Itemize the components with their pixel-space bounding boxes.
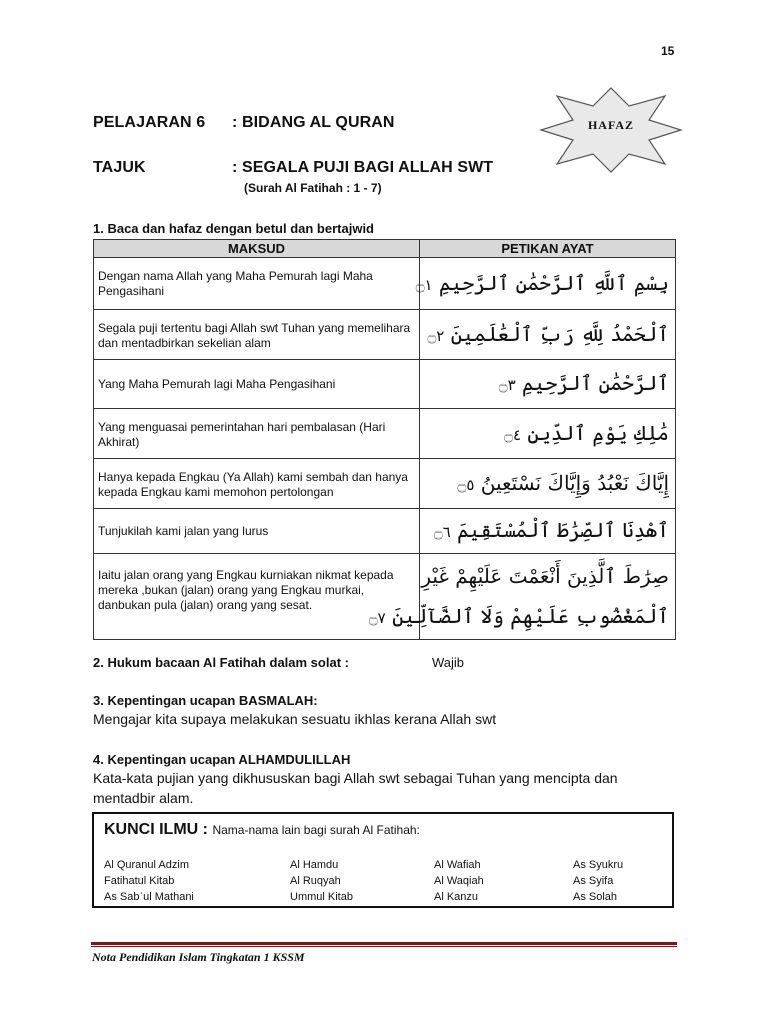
footer-rule-thin — [91, 946, 677, 947]
verse-number: ۝١ — [415, 275, 433, 294]
topic-label: TAJUK — [93, 159, 146, 176]
list-item: Fatihatul Kitab — [104, 875, 175, 887]
table-row — [94, 554, 676, 640]
column-header-petikan-ayat: PETIKAN AYAT — [420, 240, 676, 258]
list-item: As Syukru — [573, 859, 624, 871]
table-header-row — [94, 240, 676, 258]
verse-number: ۝٦ — [433, 523, 451, 541]
lesson-value: : BIDANG AL QURAN — [232, 114, 395, 131]
list-item: As Syifa — [573, 875, 614, 887]
table-row — [94, 459, 676, 509]
list-item: Al Hamdu — [290, 859, 339, 871]
ayat-cell — [415, 258, 676, 310]
ayat-text: صِرَٰطَ ٱلَّذِينَ أَنْعَمْتَ عَلَيْهِمْ غَيْرِ — [421, 563, 669, 588]
kunci-ilmu-subtitle: Nama-nama lain bagi surah Al Fatihah: — [212, 823, 420, 837]
section-1-title: 1. Baca dan hafaz dengan betul dan bertajwid — [93, 221, 374, 236]
section-3-title: 3. Kepentingan ucapan BASMALAH: — [93, 693, 318, 708]
names-column — [104, 857, 194, 905]
ayat-cell — [368, 554, 676, 640]
ayat-cell — [420, 409, 676, 459]
maksud-cell: Yang Maha Pemurah lagi Maha Pengasihani — [94, 360, 420, 409]
names-column — [290, 857, 353, 905]
table-row — [94, 258, 676, 310]
ayat-cell — [420, 310, 676, 360]
names-column — [434, 857, 484, 905]
verse-number: ۝٥ — [457, 475, 475, 494]
section-4-text-line2: mentadbir alam. — [93, 790, 194, 806]
kunci-ilmu-box — [92, 812, 674, 908]
ayat-text: ٱلرَّحْمَٰنِ ٱلرَّحِيمِ — [522, 371, 669, 395]
ayat-text-continued: ٱلْمَغْضُوبِ عَلَيْهِمْ وَلَا ٱلضَّآلِّينَ — [392, 603, 669, 628]
footer-rule-thick — [91, 942, 677, 945]
ayat-text: ٱهْدِنَا ٱلصِّرَٰطَ ٱلْمُسْتَقِيمَ — [457, 518, 669, 542]
maksud-cell: Hanya kepada Engkau (Ya Allah) kami sembah dan hanya kepada Engkau kami memohon pertolongan — [94, 459, 420, 509]
section-2-value: Wajib — [432, 655, 465, 670]
section-4-text-line1: Kata-kata pujian yang dikhususkan bagi Allah swt sebagai Tuhan yang mencipta dan — [93, 770, 618, 786]
table-row — [94, 310, 676, 360]
list-item: Al Wafiah — [434, 859, 481, 871]
ayat-cell — [420, 459, 676, 509]
ayat-text: مَٰلِكِ يَوْمِ ٱلدِّينِ — [527, 420, 669, 445]
kunci-ilmu-heading — [104, 821, 420, 839]
ayat-text: بِسْمِ ٱللَّهِ ٱلرَّحْمَٰنِ ٱلرَّحِيمِ — [438, 270, 669, 295]
lesson-label: PELAJARAN 6 — [93, 114, 206, 131]
list-item: Ummul Kitab — [290, 891, 353, 903]
list-item: Al Ruqyah — [290, 875, 341, 887]
verse-number: ۝٢ — [427, 326, 445, 345]
ayat-text: إِيَّاكَ نَعْبُدُ وَإِيَّاكَ نَسْتَعِينُ — [480, 470, 669, 495]
verse-table — [93, 239, 676, 640]
maksud-cell: Iaitu jalan orang yang Engkau kurniakan nikmat kepada mereka ,bukan (jalan) orang yang Engkau murkai, danbukan pula (jalan) orang yang sesat. — [94, 554, 420, 640]
hafaz-label: HAFAZ — [587, 118, 635, 132]
names-column — [573, 857, 623, 905]
surah-reference: (Surah Al Fatihah : 1 - 7) — [244, 181, 382, 195]
ayat-cell — [420, 509, 676, 554]
kunci-ilmu-title: KUNCI ILMU : — [104, 821, 208, 838]
maksud-cell: Dengan nama Allah yang Maha Pemurah lagi Maha Pengasihani — [94, 258, 420, 310]
verse-number: ۝٧ — [368, 608, 386, 627]
maksud-cell: Segala puji tertentu bagi Allah swt Tuhan yang memelihara dan mentadbirkan sekelian alam — [94, 310, 420, 360]
table-row — [94, 409, 676, 459]
maksud-cell: Tunjukilah kami jalan yang lurus — [94, 509, 420, 554]
ayat-text: ٱلْحَمْدُ لِلَّهِ رَبِّ ٱلْعَٰلَمِينَ — [450, 321, 669, 346]
section-3-text: Mengajar kita supaya melakukan sesuatu ikhlas kerana Allah swt — [93, 711, 497, 727]
list-item: Al Waqiah — [434, 875, 484, 887]
table-row — [94, 509, 676, 554]
section-2-label: 2. Hukum bacaan Al Fatihah dalam solat : — [93, 655, 349, 670]
verse-number: ۝٤ — [504, 425, 522, 444]
page-number: 15 — [661, 44, 675, 58]
table-row — [94, 360, 676, 409]
maksud-cell: Yang menguasai pemerintahan hari pembalasan (Hari Akhirat) — [94, 409, 420, 459]
hafaz-badge — [537, 84, 685, 176]
footer-title: Nota Pendidikan Islam Tingkatan 1 KSSM — [92, 950, 305, 964]
column-header-maksud: MAKSUD — [94, 240, 420, 258]
list-item: Al Quranul Adzim — [104, 859, 189, 871]
section-4-title: 4. Kepentingan ucapan ALHAMDULILLAH — [93, 752, 351, 767]
list-item: Al Kanzu — [434, 891, 479, 903]
verse-number: ۝٣ — [498, 376, 516, 394]
list-item: As Sabʿul Mathani — [104, 891, 194, 903]
ayat-cell — [420, 360, 676, 409]
list-item: As Solah — [573, 891, 618, 903]
topic-value: : SEGALA PUJI BAGI ALLAH SWT — [232, 159, 494, 176]
